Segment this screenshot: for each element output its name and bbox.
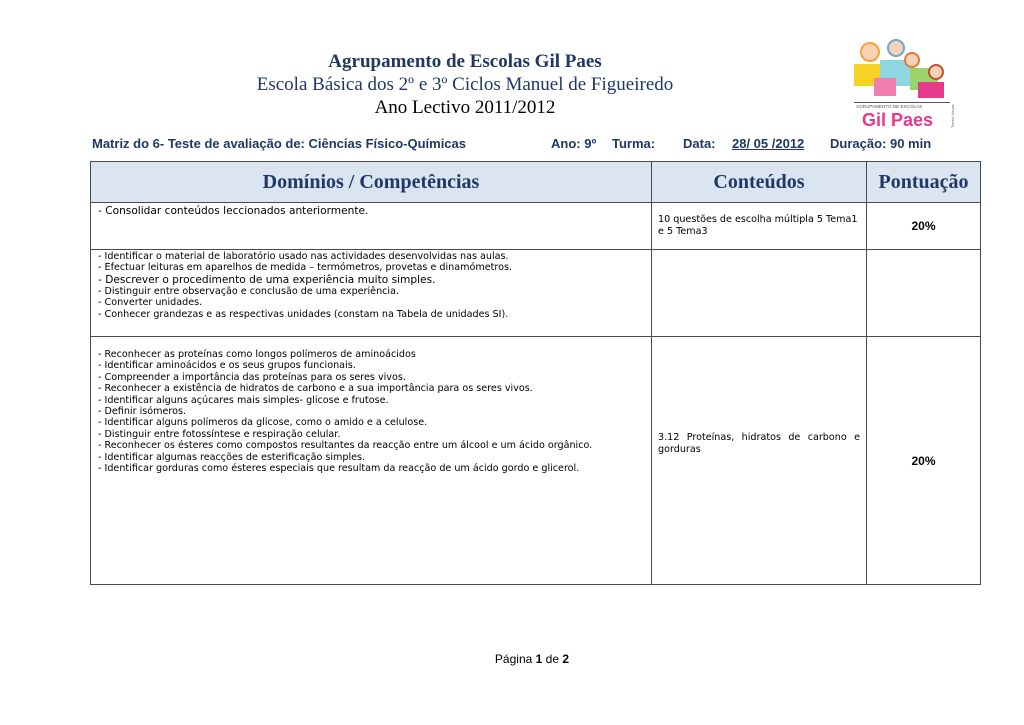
content-text: 3.12 Proteínas, hidratos de carbono e gorduras <box>658 432 860 455</box>
competency-item: - Definir isómeros. <box>98 406 645 417</box>
page-of-label: de <box>545 652 560 666</box>
competency-item: - Identificar algumas reacções de esterificação simples. <box>98 452 645 463</box>
contents-cell <box>652 250 867 337</box>
class-label: Turma: <box>612 136 656 151</box>
school-year: Ano Lectivo 2011/2012 <box>374 97 556 118</box>
competency-item: - Consolidar conteúdos leccionados anteriormente. <box>98 205 645 217</box>
domains-cell <box>91 203 652 250</box>
page-number: 1 <box>535 652 543 666</box>
school-logo <box>850 38 962 130</box>
date-value: 28/ 05 /2012 <box>732 136 805 151</box>
competency-item: - Identificar aminoácidos e os seus grupos funcionais. <box>98 360 645 371</box>
school-group-title: Agrupamento de Escolas Gil Paes <box>328 51 602 72</box>
domains-cell <box>91 337 652 585</box>
competency-item: - Converter unidades. <box>98 297 645 308</box>
table-row <box>91 250 981 337</box>
competency-item: - Reconhecer a existência de hidratos de carbono e a sua importância para os seres vivos. <box>98 383 645 394</box>
logo-caption: AGRUPAMENTO DE ESCOLAS <box>856 104 923 109</box>
header-score: Pontuação <box>867 162 981 203</box>
competency-item: - Reconhecer as proteínas como longos polímeros de aminoácidos <box>98 349 645 360</box>
competency-item: - Identificar alguns açúcares mais simples- glicose e frutose. <box>98 395 645 406</box>
competency-item: - Identificar alguns polímeros da glicose, como o amido e a celulose. <box>98 417 645 428</box>
header-domains: Domínios / Competências <box>91 162 652 203</box>
competency-item: - Descrever o procedimento de uma experiência muito simples. <box>98 274 645 286</box>
page-footer <box>0 652 1024 666</box>
school-name: Escola Básica dos 2º e 3º Ciclos Manuel de Figueiredo <box>256 74 674 95</box>
competency-item: - Identificar o material de laboratório usado nas actividades desenvolvidas nas aulas. <box>98 251 645 262</box>
duration-label: Duração: 90 min <box>830 136 932 151</box>
content-text: 10 questões de escolha múltipla 5 Tema1 e 5 Tema3 <box>658 214 858 237</box>
competency-item: - Conhecer grandezas e as respectivas unidades (constam na Tabela de unidades SI). <box>98 309 645 320</box>
table-row <box>91 337 981 585</box>
score-cell <box>867 203 981 250</box>
score-cell <box>867 337 981 585</box>
logo-name: Gil Paes <box>862 110 934 130</box>
competency-item: - Distinguir entre observação e conclusão de uma experiência. <box>98 286 645 297</box>
matrix-label: Matriz do 6- Teste de avaliação de: Ciências Físico-Químicas <box>92 136 466 151</box>
score-value: 20% <box>911 454 936 468</box>
contents-cell <box>652 337 867 585</box>
grade-label: Ano: 9º <box>551 136 597 151</box>
competency-item: - Distinguir entre fotossíntese e respiração celular. <box>98 429 645 440</box>
document-header <box>200 50 730 119</box>
score-cell <box>867 250 981 337</box>
assessment-matrix-table <box>90 161 981 585</box>
contents-cell <box>652 203 867 250</box>
competency-item: - Compreender a importância das proteínas para os seres vivos. <box>98 372 645 383</box>
table-header-row <box>91 162 981 203</box>
domains-cell <box>91 250 652 337</box>
competency-item: - Efectuar leituras em aparelhos de medida – termómetros, provetas e dinamómetros. <box>98 262 645 273</box>
competency-item: - Identificar gorduras como ésteres especiais que resultam da reacção de um ácido gordo e glicerol. <box>98 463 645 474</box>
page-total: 2 <box>562 652 570 666</box>
score-value: 20% <box>911 219 936 233</box>
header-contents: Conteúdos <box>652 162 867 203</box>
logo-side-text: Torres Novas <box>950 104 955 128</box>
date-label: Data: <box>683 136 716 151</box>
table-row <box>91 203 981 250</box>
page-label: Página <box>494 652 533 666</box>
competency-item: - Reconhecer os ésteres como compostos resultantes da reacção entre um álcool e um ácido orgânico. <box>98 440 645 451</box>
